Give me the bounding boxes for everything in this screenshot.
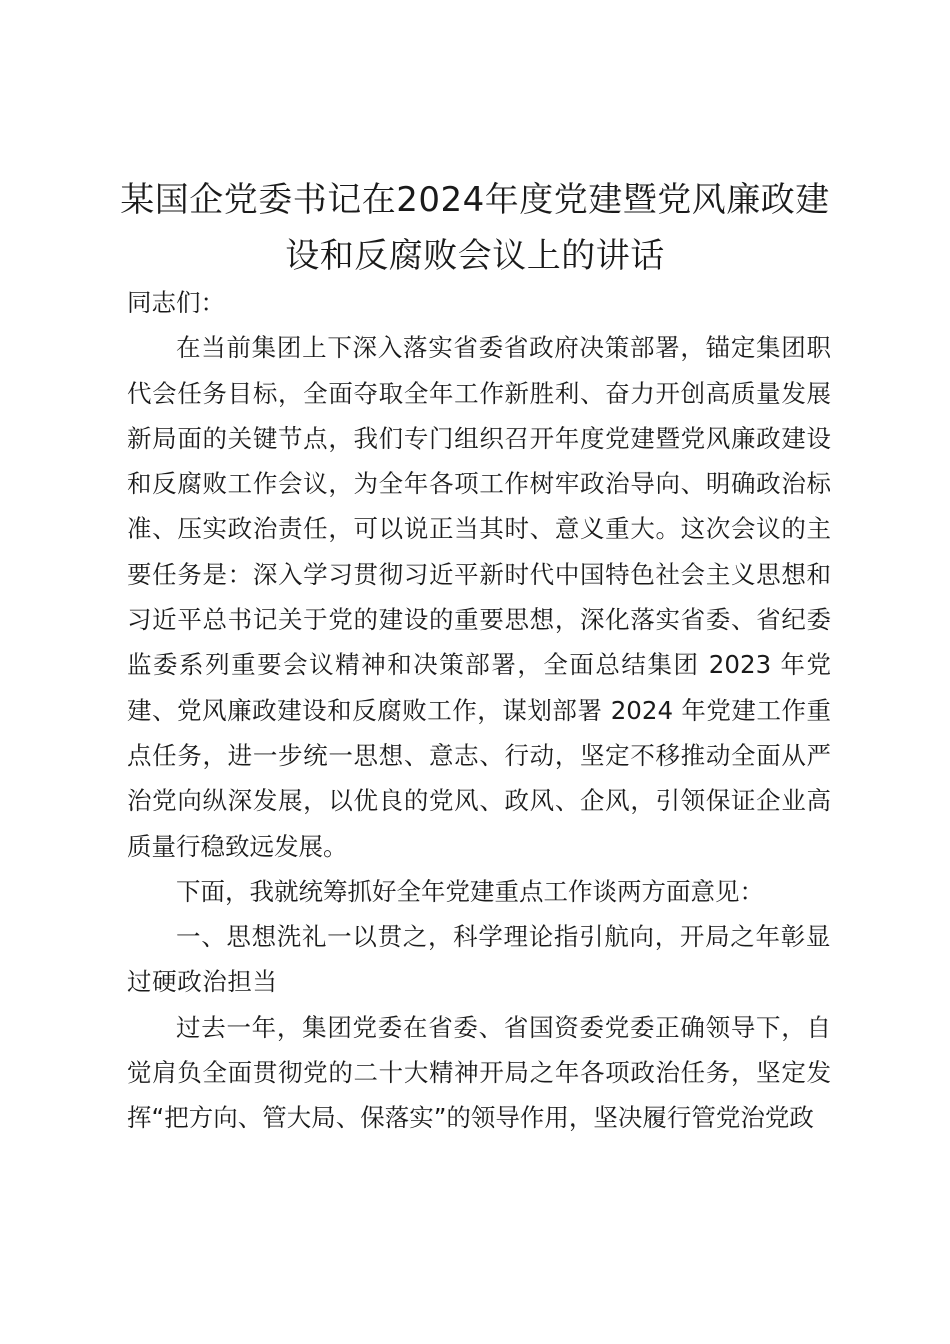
paragraph-transition: 下面，我就统筹抓好全年党建重点工作谈两方面意见： [176, 876, 764, 906]
greeting: 同志们： [127, 288, 225, 317]
section-heading: 一、思想洗礼一以贯之，科学理论指引航向，开局之年彰显过硬政治担当 [127, 922, 831, 997]
document-title: 某国企党委书记在2024年度党建暨党风廉政建设和反腐败会议上的讲话 [120, 180, 830, 276]
paragraph-intro: 在当前集团上下深入落实省委省政府决策部署，锚定集团职代会任务目标，全面夺取全年工作新胜利、奋力开创高质量发展新局面的关键节点，我们专门组织召开年度党建暨党风廉政建设和反腐败工作会议，为全年各项工作树牢政治导向、明确政治标准、压实政治责任，可以说正当其时、意义重大。这次会议的主要任务是：深入学习贯彻习近平新时代中国特色社会主义思想和习近平总书记关于党的建设的重要思想，深化落实省委、省纪委监委系列重要会议精神和决策部署，全面总结集团 2023 年党建、党风廉政建设和反腐败工作，谋划部署 2024 年党建工作重点任务，进一步统一思想、意志、行动，坚定不移推动全面从严治党向纵深发展，以优良的党风、政风、企风，引领保证企业高质量行稳致远发展。 [127, 333, 831, 861]
document-body [127, 280, 831, 1141]
paragraph-section-1: 过去一年，集团党委在省委、省国资委党委正确领导下，自觉肩负全面贯彻党的二十大精神开局之年各项政治任务，坚定发挥“把方向、管大局、保落实”的领导作用，坚决履行管党治党政 [127, 1012, 831, 1133]
